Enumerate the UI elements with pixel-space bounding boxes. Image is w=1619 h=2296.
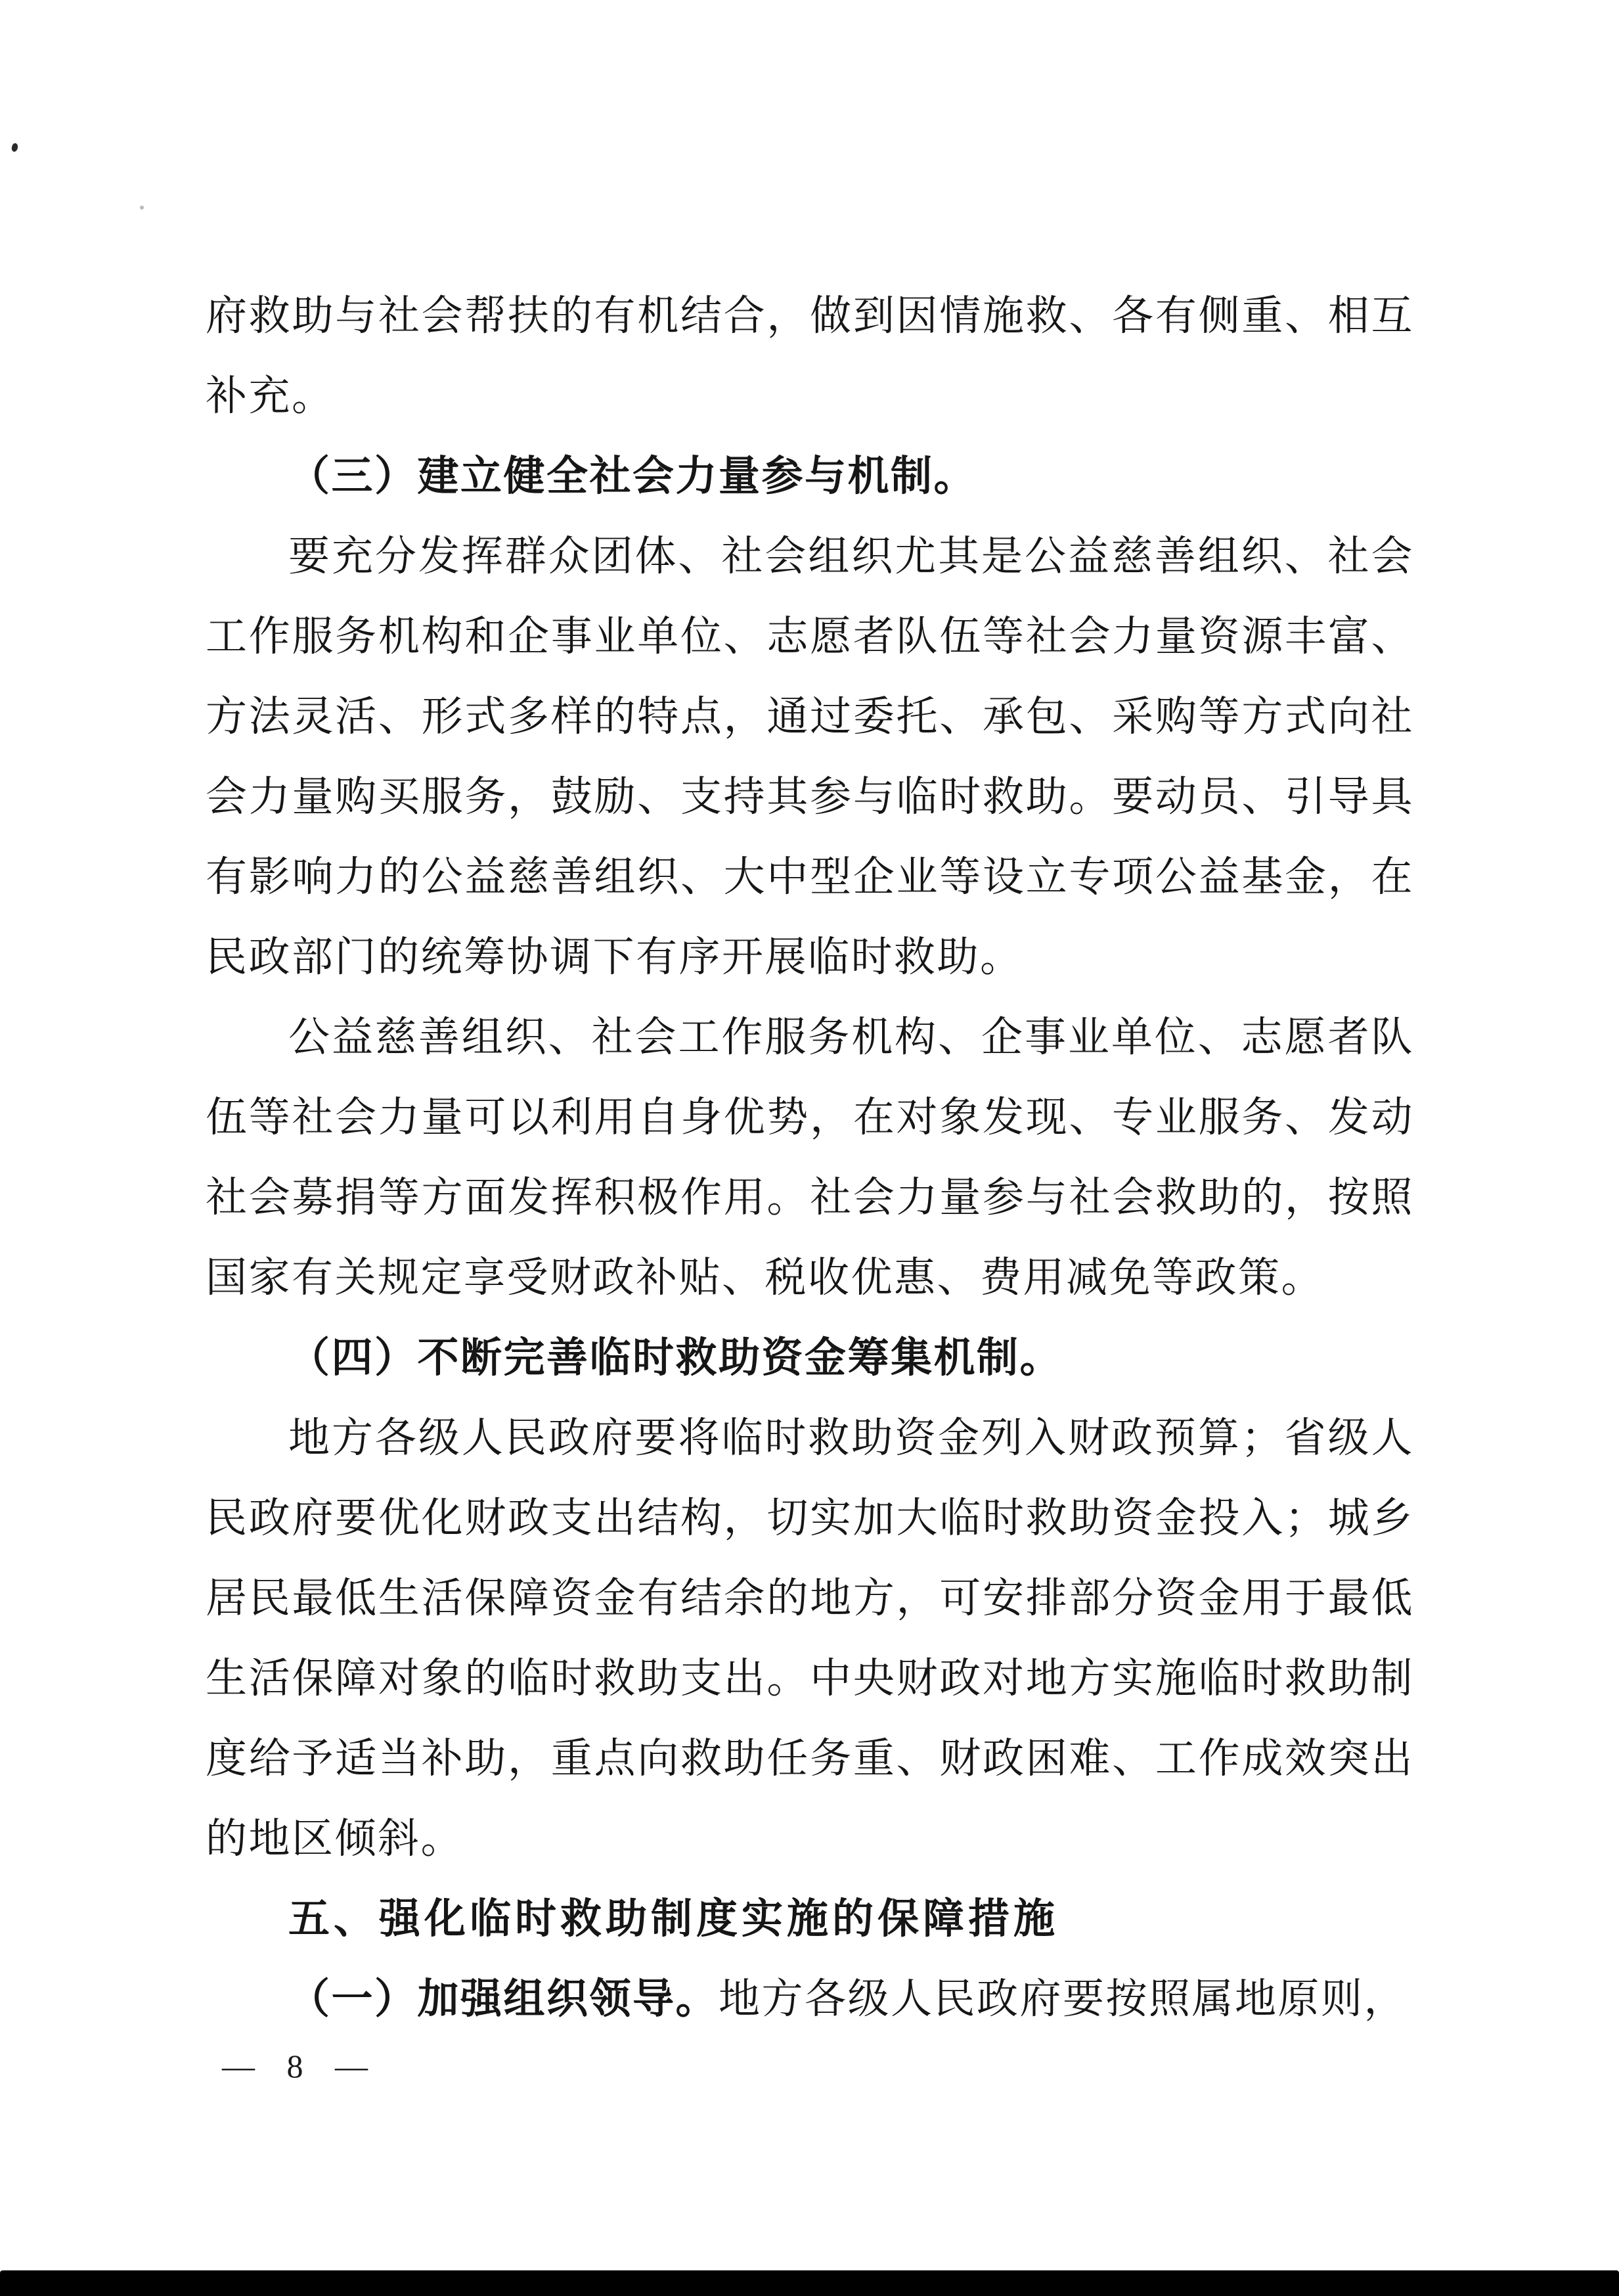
paragraph-lead-bold: （一）加强组织领导。 [288, 1976, 719, 2022]
scan-speck [11, 143, 18, 152]
page-number: — 8 — [222, 2048, 380, 2084]
subheading-4-fund-raising-mechanism: （四）不断完善临时救助资金筹集机制。 [288, 1335, 1063, 1381]
paragraph-fiscal-budget-funding: 地方各级人民政府要将临时救助资金列入财政预算；省级人民政府要优化财政支出结构，切实加大临时救助资金投入；城乡居民最低生活保障资金有结余的地方，可安排部分资金用于最低生活保障对象的临时救助支出。中央财政对地方实施临时救助制度给予适当补助，重点向救助任务重、财政困难、工作成效突出的地区倾斜。 [206, 1415, 1414, 1862]
paragraph-lead-rest: 地方各级人民政府要按照属地原则， [719, 1976, 1407, 2022]
scan-speck [140, 206, 144, 210]
paragraph-strengthen-organizational-leadership [206, 1959, 1414, 2039]
paragraph-social-forces-purchase-services: 要充分发挥群众团体、社会组织尤其是公益慈善组织、社会工作服务机构和企事业单位、志愿者队伍等社会力量资源丰富、方法灵活、形式多样的特点，通过委托、承包、采购等方式向社会力量购买服务，鼓励、支持其参与临时救助。要动员、引导具有影响力的公益慈善组织、大中型企业等设立专项公益基金，在民政部门的统筹协调下有序开展临时救助。 [206, 533, 1414, 980]
paragraph-charity-organizations-role: 公益慈善组织、社会工作服务机构、企事业单位、志愿者队伍等社会力量可以利用自身优势，在对象发现、专业服务、发动社会募捐等方面发挥积极作用。社会力量参与社会救助的，按照国家有关规定享受财政补贴、税收优惠、费用减免等政策。 [206, 1014, 1414, 1301]
scan-edge-bar [0, 2270, 1619, 2296]
subheading-3-social-force-mechanism: （三）建立健全社会力量参与机制。 [288, 453, 977, 499]
paragraph-continuation-gov-social-integration: 府救助与社会帮扶的有机结合，做到因情施救、各有侧重、相互补充。 [206, 293, 1414, 419]
section-heading-5-safeguard-measures: 五、强化临时救助制度实施的保障措施 [288, 1896, 1059, 1942]
document-text-column [206, 276, 1414, 2039]
